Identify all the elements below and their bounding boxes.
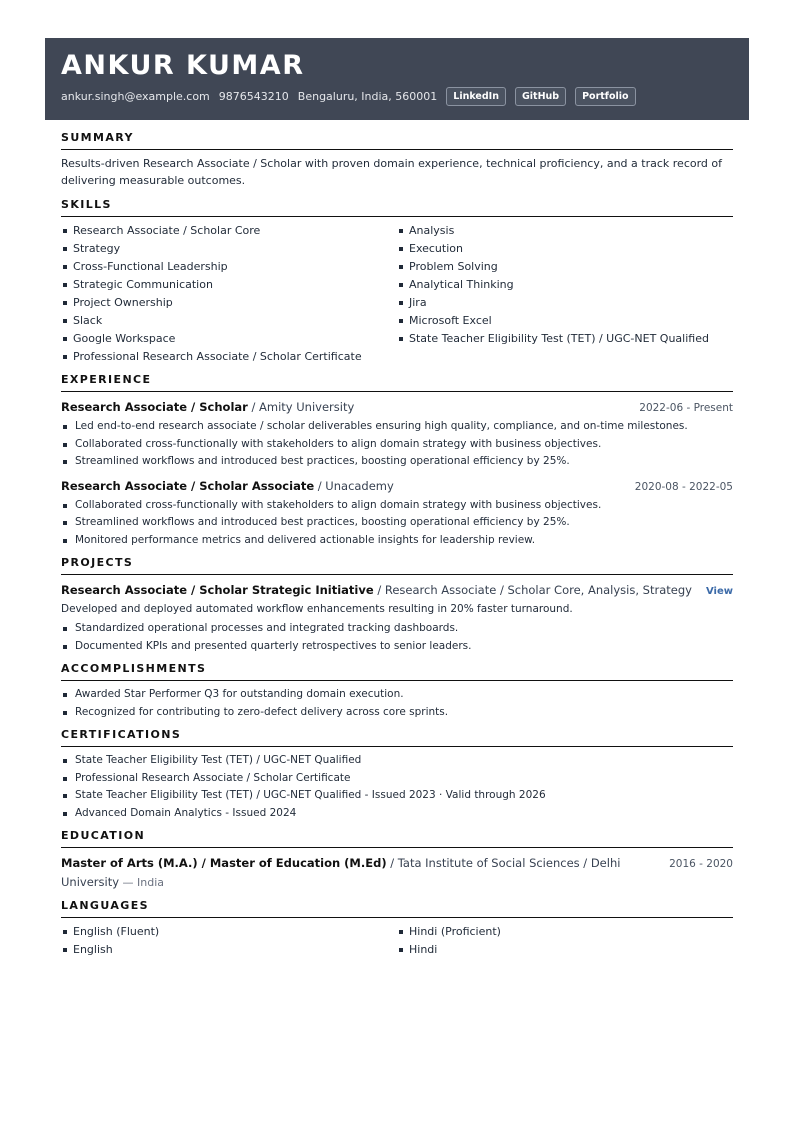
language-item: Hindi <box>397 941 733 959</box>
degree-name: Master of Arts (M.A.) / Master of Education (M.Ed) <box>61 856 387 870</box>
summary-section <box>61 130 733 189</box>
contact-bar <box>61 85 733 107</box>
language-item: English (Fluent) <box>61 923 397 941</box>
education-entry <box>61 853 733 892</box>
skills-column-left <box>61 222 397 366</box>
certification-item: State Teacher Eligibility Test (TET) / UGC-NET Qualified <box>61 752 733 770</box>
accomplishments-section <box>61 661 733 721</box>
certification-item: State Teacher Eligibility Test (TET) / UGC-NET Qualified - Issued 2023 · Valid through 2026 <box>61 787 733 805</box>
summary-text: Results-driven Research Associate / Scholar with proven domain experience, technical proficiency, and a track record of delivering measurable outcomes. <box>61 157 723 187</box>
job-bullet: Collaborated cross-functionally with stakeholders to align domain strategy with business objectives. <box>61 436 733 454</box>
contact-email[interactable]: ankur.singh@example.com <box>61 89 210 103</box>
resume-header <box>45 38 749 120</box>
skill-item: Google Workspace <box>61 330 397 348</box>
job-bullet: Monitored performance metrics and delivered actionable insights for leadership review. <box>61 532 733 550</box>
language-item: Hindi (Proficient) <box>397 923 733 941</box>
job-org: / Amity University <box>247 400 355 414</box>
project-entry <box>61 580 733 655</box>
accomplishment-item: Recognized for contributing to zero-defect delivery across core sprints. <box>61 704 733 722</box>
skill-item: Strategy <box>61 240 397 258</box>
job-bullet: Collaborated cross-functionally with stakeholders to align domain strategy with business objectives. <box>61 497 733 515</box>
job-bullet: Led end-to-end research associate / scholar deliverables ensuring high quality, compliance, and on-time milestones. <box>61 418 733 436</box>
school-location: — India <box>119 876 165 889</box>
skill-item: Professional Research Associate / Scholar Certificate <box>61 348 397 366</box>
job-role: Research Associate / Scholar Associate <box>61 478 315 493</box>
job-bullet: Streamlined workflows and introduced best practices, boosting operational efficiency by 25%. <box>61 514 733 532</box>
accomplishment-item: Awarded Star Performer Q3 for outstanding domain execution. <box>61 686 733 704</box>
languages-grid <box>61 923 733 959</box>
project-tech: / Research Associate / Scholar Core, Analysis, Strategy <box>373 583 692 597</box>
projects-section <box>61 555 733 655</box>
projects-heading: PROJECTS <box>61 555 733 575</box>
certifications-section <box>61 727 733 822</box>
language-item: English <box>61 941 397 959</box>
skill-item: Strategic Communication <box>61 276 397 294</box>
languages-column-left <box>61 923 397 959</box>
job-org: / Unacademy <box>314 478 394 493</box>
project-description: Developed and deployed automated workflow enhancements resulting in 20% faster turnaround. <box>61 603 573 615</box>
skills-grid <box>61 222 733 366</box>
summary-heading: SUMMARY <box>61 130 733 150</box>
school-name: / Tata Institute of Social Sciences / Delhi University <box>61 856 621 889</box>
skill-item: Analytical Thinking <box>397 276 733 294</box>
certifications-heading: CERTIFICATIONS <box>61 727 733 747</box>
languages-section <box>61 898 733 959</box>
job-dates: 2022-06 - Present <box>639 402 733 414</box>
experience-section <box>61 372 733 549</box>
job-dates: 2020-08 - 2022-05 <box>634 480 733 493</box>
candidate-name: ANKUR KUMAR <box>61 50 305 81</box>
skill-item: Jira <box>397 294 733 312</box>
skill-item: Slack <box>61 312 397 330</box>
github-link[interactable]: GitHub <box>515 87 566 106</box>
project-bullet: Documented KPIs and presented quarterly retrospectives to senior leaders. <box>61 638 733 656</box>
skill-item: Research Associate / Scholar Core <box>61 222 397 240</box>
skill-item: Analysis <box>397 222 733 240</box>
languages-column-right <box>397 923 733 959</box>
skills-heading: SKILLS <box>61 197 733 217</box>
contact-location: Bengaluru, India, 560001 <box>297 89 438 103</box>
project-name: Research Associate / Scholar Strategic Initiative <box>61 583 374 597</box>
skill-item: Execution <box>397 240 733 258</box>
job-bullet: Streamlined workflows and introduced best practices, boosting operational efficiency by 25%. <box>61 453 733 471</box>
education-heading: EDUCATION <box>61 828 733 848</box>
skill-item: State Teacher Eligibility Test (TET) / UGC-NET Qualified <box>397 330 733 348</box>
linkedin-link[interactable]: LinkedIn <box>446 87 506 106</box>
languages-heading: LANGUAGES <box>61 898 733 918</box>
skills-section <box>61 197 733 366</box>
skill-item: Cross-Functional Leadership <box>61 258 397 276</box>
experience-heading: EXPERIENCE <box>61 372 733 392</box>
skill-item: Microsoft Excel <box>397 312 733 330</box>
skill-item: Project Ownership <box>61 294 397 312</box>
resume-body <box>61 130 733 965</box>
project-view-link[interactable]: View <box>705 586 733 597</box>
skill-item: Problem Solving <box>397 258 733 276</box>
skills-column-right <box>397 222 733 366</box>
project-bullet: Standardized operational processes and integrated tracking dashboards. <box>61 620 733 638</box>
accomplishments-heading: ACCOMPLISHMENTS <box>61 661 733 681</box>
education-dates: 2016 - 2020 <box>669 858 733 870</box>
certification-item: Advanced Domain Analytics - Issued 2024 <box>61 805 733 823</box>
job-entry <box>61 476 733 550</box>
education-section <box>61 828 733 892</box>
portfolio-link[interactable]: Portfolio <box>575 87 635 106</box>
job-role: Research Associate / Scholar <box>61 400 248 414</box>
job-entry <box>61 397 733 471</box>
contact-phone[interactable]: 9876543210 <box>218 89 289 103</box>
certification-item: Professional Research Associate / Scholar Certificate <box>61 770 733 788</box>
